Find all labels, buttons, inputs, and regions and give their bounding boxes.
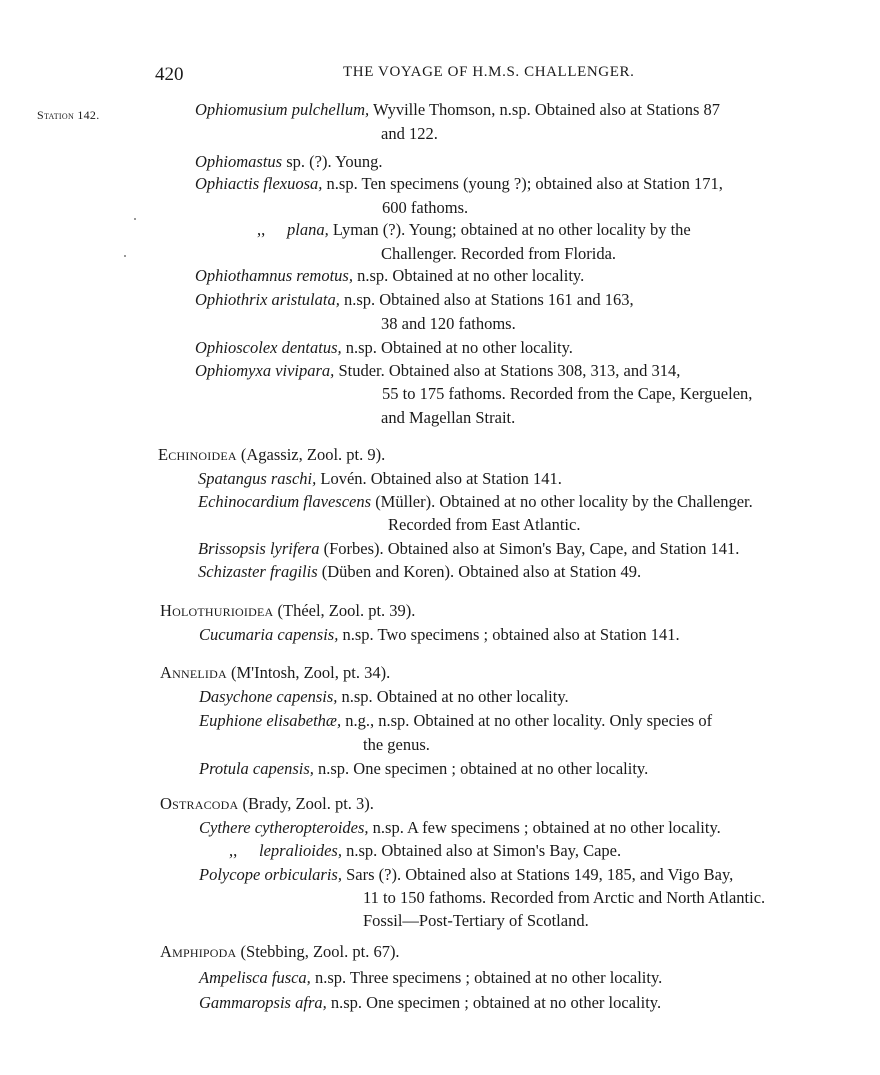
group-name: Echinoidea xyxy=(158,445,237,464)
entry-text: n.sp. Obtained at no other locality. xyxy=(352,266,585,285)
entry-text: n.sp. Obtained also at Simon's Bay, Cape. xyxy=(341,841,622,860)
group-heading xyxy=(158,445,385,465)
entry-line xyxy=(195,174,723,194)
entry-line xyxy=(195,100,720,120)
group-reference: (M'Intosh, Zool, pt. 34). xyxy=(226,663,391,682)
entry-line xyxy=(195,338,573,358)
entry-continuation xyxy=(363,911,589,931)
entry-line xyxy=(199,818,721,838)
entry-continuation xyxy=(382,198,468,218)
group-heading xyxy=(160,601,415,621)
entry-text: the genus. xyxy=(363,735,430,754)
entry-text: Recorded from East Atlantic. xyxy=(388,515,581,534)
entry-text: n.sp. Ten specimens (young ?); obtained also at Station 171, xyxy=(322,174,723,193)
running-title: THE VOYAGE OF H.M.S. CHALLENGER. xyxy=(343,64,635,80)
species-name: lepralioides, xyxy=(259,841,342,860)
entry-text: 55 to 175 fathoms. Recorded from the Cape, Kerguelen, xyxy=(382,384,753,403)
species-name: Cucumaria capensis, xyxy=(199,625,339,644)
entry-line xyxy=(199,968,662,988)
species-name: Ophiomyxa vivipara, xyxy=(195,361,335,380)
species-name: Ophiomastus xyxy=(195,152,283,171)
entry-line xyxy=(195,152,382,172)
species-name: Protula capensis, xyxy=(199,759,314,778)
entry-continuation xyxy=(381,408,515,428)
entry-text: n.sp. One specimen ; obtained at no other locality. xyxy=(326,993,662,1012)
entry-text: n.sp. Obtained at no other locality. xyxy=(341,338,573,357)
station-label: Station 142. xyxy=(37,108,100,122)
entry-line xyxy=(199,865,733,885)
entry-line xyxy=(199,625,680,645)
ditto-mark: ,, xyxy=(257,220,266,239)
entry-continuation xyxy=(381,124,438,144)
group-reference: (Agassiz, Zool. pt. 9). xyxy=(236,445,386,464)
species-name: Ophioscolex dentatus, xyxy=(195,338,342,357)
entry-text: (Forbes). Obtained also at Simon's Bay, Cape, and Station 141. xyxy=(319,539,740,558)
entry-continuation xyxy=(381,244,616,264)
species-name: Dasychone capensis, xyxy=(199,687,338,706)
entry-text: 38 and 120 fathoms. xyxy=(381,314,516,333)
entry-continuation xyxy=(381,314,516,334)
species-name: Ophiactis flexuosa, xyxy=(195,174,323,193)
species-name: Gammaropsis afra, xyxy=(199,993,327,1012)
entry-text: n.g., n.sp. Obtained at no other locality. Only species of xyxy=(341,711,713,730)
entry-text: (Düben and Koren). Obtained also at Station 49. xyxy=(317,562,642,581)
species-name: Ophiothamnus remotus, xyxy=(195,266,353,285)
entry-text: (Müller). Obtained at no other locality by the Challenger. xyxy=(371,492,753,511)
group-reference: (Brady, Zool. pt. 3). xyxy=(238,794,374,813)
entry-line xyxy=(195,290,634,310)
group-name: Ostracoda xyxy=(160,794,239,813)
entry-line xyxy=(199,993,661,1013)
species-name: Polycope orbicularis, xyxy=(199,865,342,884)
scan-speck xyxy=(124,255,126,257)
entry-text: 600 fathoms. xyxy=(382,198,469,217)
entry-text: n.sp. Obtained at no other locality. xyxy=(337,687,569,706)
entry-text: and 122. xyxy=(381,124,438,143)
entry-text: n.sp. Obtained also at Stations 161 and 163, xyxy=(339,290,634,309)
group-name: Holothurioidea xyxy=(160,601,274,620)
entry-text: Sars (?). Obtained also at Stations 149, 185, and Vigo Bay, xyxy=(341,865,734,884)
entry-text: n.sp. Three specimens ; obtained at no other locality. xyxy=(310,968,663,987)
group-heading xyxy=(160,663,390,683)
species-name: Spatangus raschi, xyxy=(198,469,317,488)
entry-text: Lyman (?). Young; obtained at no other locality by the xyxy=(328,220,691,239)
entry-text: n.sp. One specimen ; obtained at no other locality. xyxy=(313,759,649,778)
species-name: Echinocardium flavescens xyxy=(198,492,372,511)
group-reference: (Stebbing, Zool. pt. 67). xyxy=(236,942,400,961)
entry-line xyxy=(195,266,584,286)
entry-line xyxy=(198,562,641,582)
entry-continuation xyxy=(382,384,752,404)
entry-line xyxy=(199,759,648,779)
entry-text: 11 to 150 fathoms. Recorded from Arctic and North Atlantic. xyxy=(363,888,766,907)
species-name: Schizaster fragilis xyxy=(198,562,318,581)
species-name: Cythere cytheropteroides, xyxy=(199,818,369,837)
ditto-mark: ,, xyxy=(229,841,238,860)
scan-speck xyxy=(134,218,136,220)
entry-line xyxy=(229,841,621,861)
entry-text: Studer. Obtained also at Stations 308, 313, and 314, xyxy=(334,361,681,380)
entry-text: Fossil—Post-Tertiary of Scotland. xyxy=(363,911,589,930)
entry-text: Lovén. Obtained also at Station 141. xyxy=(316,469,562,488)
entry-continuation xyxy=(363,735,430,755)
entry-line xyxy=(198,469,562,489)
species-name: Ophiomusium pulchellum, xyxy=(195,100,370,119)
group-heading xyxy=(160,942,400,962)
species-name: Brissopsis lyrifera xyxy=(198,539,320,558)
entry-text: sp. (?). Young. xyxy=(282,152,383,171)
entry-text: n.sp. A few specimens ; obtained at no other locality. xyxy=(368,818,721,837)
species-name: Ophiothrix aristulata, xyxy=(195,290,340,309)
entry-line xyxy=(198,492,753,512)
entry-line xyxy=(195,361,680,381)
entry-text: Wyville Thomson, n.sp. Obtained also at Stations 87 xyxy=(369,100,720,119)
species-name: Ampelisca fusca, xyxy=(199,968,311,987)
entry-continuation xyxy=(363,888,765,908)
entry-text: Challenger. Recorded from Florida. xyxy=(381,244,617,263)
page-number: 420 xyxy=(155,64,184,85)
entry-line xyxy=(257,220,691,240)
group-name: Annelida xyxy=(160,663,227,682)
entry-text: n.sp. Two specimens ; obtained also at Station 141. xyxy=(338,625,680,644)
entry-text: and Magellan Strait. xyxy=(381,408,516,427)
species-name: Euphione elisabethæ, xyxy=(199,711,342,730)
entry-line xyxy=(198,539,739,559)
group-reference: (Théel, Zool. pt. 39). xyxy=(273,601,416,620)
species-name: plana, xyxy=(287,220,329,239)
entry-line xyxy=(199,711,712,731)
group-name: Amphipoda xyxy=(160,942,237,961)
entry-continuation xyxy=(388,515,580,535)
entry-line xyxy=(199,687,569,707)
group-heading xyxy=(160,794,374,814)
